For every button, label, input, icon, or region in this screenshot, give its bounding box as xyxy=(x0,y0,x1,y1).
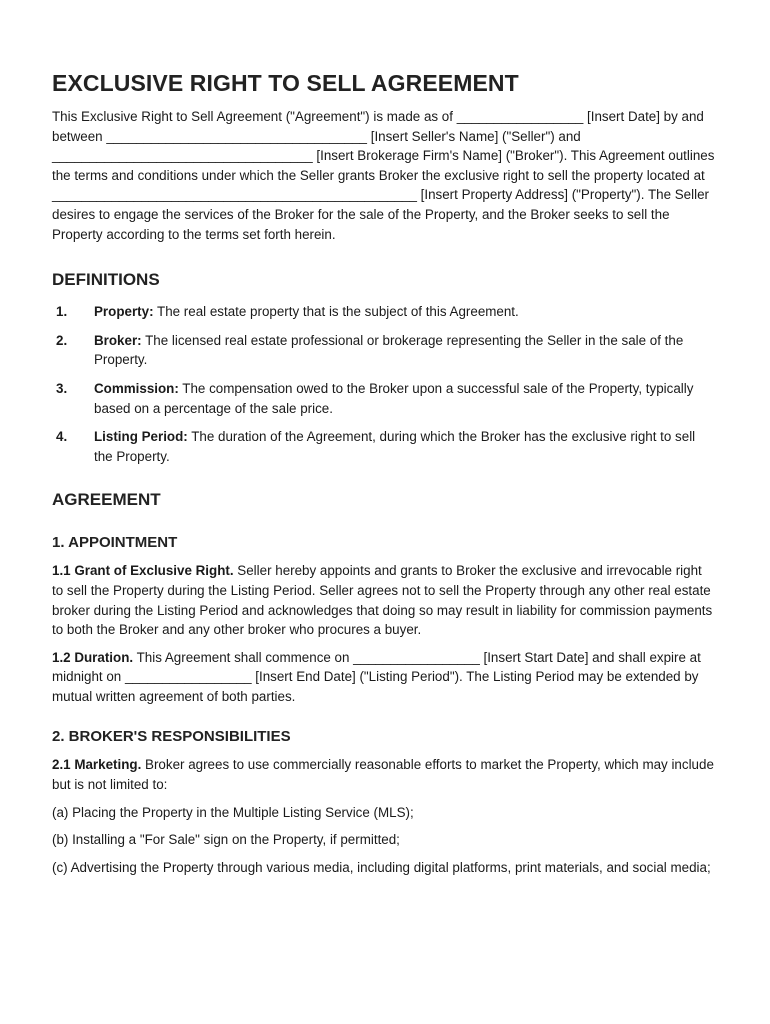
definition-term: Commission: xyxy=(94,380,179,396)
clause-term: 1.2 Duration. xyxy=(52,649,134,665)
marketing-item-c: (c) Advertising the Property through various media, including digital platforms, print materials, and social media; xyxy=(52,859,711,875)
marketing-item-b: (b) Installing a "For Sale" sign on the Property, if permitted; xyxy=(52,832,400,848)
list-number: 2. xyxy=(56,332,68,348)
broker-responsibilities-heading: 2. BROKER'S RESPONSIBILITIES xyxy=(52,728,291,746)
list-number: 1. xyxy=(56,304,68,320)
definitions-list xyxy=(52,302,716,466)
marketing-paragraph xyxy=(52,755,716,794)
list-item xyxy=(52,427,716,466)
definitions-heading: DEFINITIONS xyxy=(52,270,160,290)
duration-paragraph xyxy=(52,648,716,707)
list-number: 3. xyxy=(56,380,68,396)
list-item xyxy=(52,379,716,418)
marketing-item-a: (a) Placing the Property in the Multiple Listing Service (MLS); xyxy=(52,804,414,820)
definition-term: Broker: xyxy=(94,332,142,348)
intro-paragraph: This Exclusive Right to Sell Agreement ("Agreement") is made as of _________________ [Insert Date] by and between ___________________________________ [Insert Seller's Name] ("Seller") and ___________________________________ [Insert Brokerage Firm's Name] ("Broker"). This Agreement outlines the terms and conditions under which the Seller grants Broker the exclusive right to sell the property located at _________________________________________________ [Insert Property Address] ("Property"). The Seller desires to engage the services of the Broker for the sale of the Property, and the Broker seeks to sell the Property according to the terms set forth herein. xyxy=(52,109,715,242)
appointment-heading: 1. APPOINTMENT xyxy=(52,534,178,552)
definition-term: Listing Period: xyxy=(94,429,188,445)
grant-paragraph xyxy=(52,561,716,639)
appointment-section xyxy=(52,534,716,706)
agreement-heading: AGREEMENT xyxy=(52,490,161,510)
clause-text: Seller hereby appoints and grants to Broker the exclusive and irrevocable right to sell the Property during the Listing Period. Seller agrees not to sell the Property through any other real estate broker during the Listing Period and acknowledges that doing so may result in liability for commission payments to both the Broker and any other broker who procures a buyer. xyxy=(52,563,713,638)
definition-text: The real estate property that is the subject of this Agreement. xyxy=(153,304,519,320)
document-title: EXCLUSIVE RIGHT TO SELL AGREEMENT xyxy=(52,70,519,96)
list-item xyxy=(52,302,716,322)
clause-text: This Agreement shall commence on _________________ [Insert Start Date] and shall expire at midnight on _________________ [Insert End Date] ("Listing Period"). The Listing Period may be extended by mutual written agreement of both parties. xyxy=(52,649,701,704)
broker-responsibilities-section xyxy=(52,728,716,877)
list-item xyxy=(52,331,716,370)
definition-text: The licensed real estate professional or brokerage representing the Seller in the sale of the Property. xyxy=(94,332,684,368)
list-number: 4. xyxy=(56,429,68,445)
clause-text: Broker agrees to use commercially reasonable efforts to market the Property, which may include but is not limited to: xyxy=(52,757,714,793)
definition-text: The compensation owed to the Broker upon a successful sale of the Property, typically based on a percentage of the sale price. xyxy=(94,380,694,416)
clause-term: 1.1 Grant of Exclusive Right. xyxy=(52,563,234,579)
definition-term: Property: xyxy=(94,304,154,320)
definition-text: The duration of the Agreement, during which the Broker has the exclusive right to sell the Property. xyxy=(94,429,696,464)
clause-term: 2.1 Marketing. xyxy=(52,757,142,773)
